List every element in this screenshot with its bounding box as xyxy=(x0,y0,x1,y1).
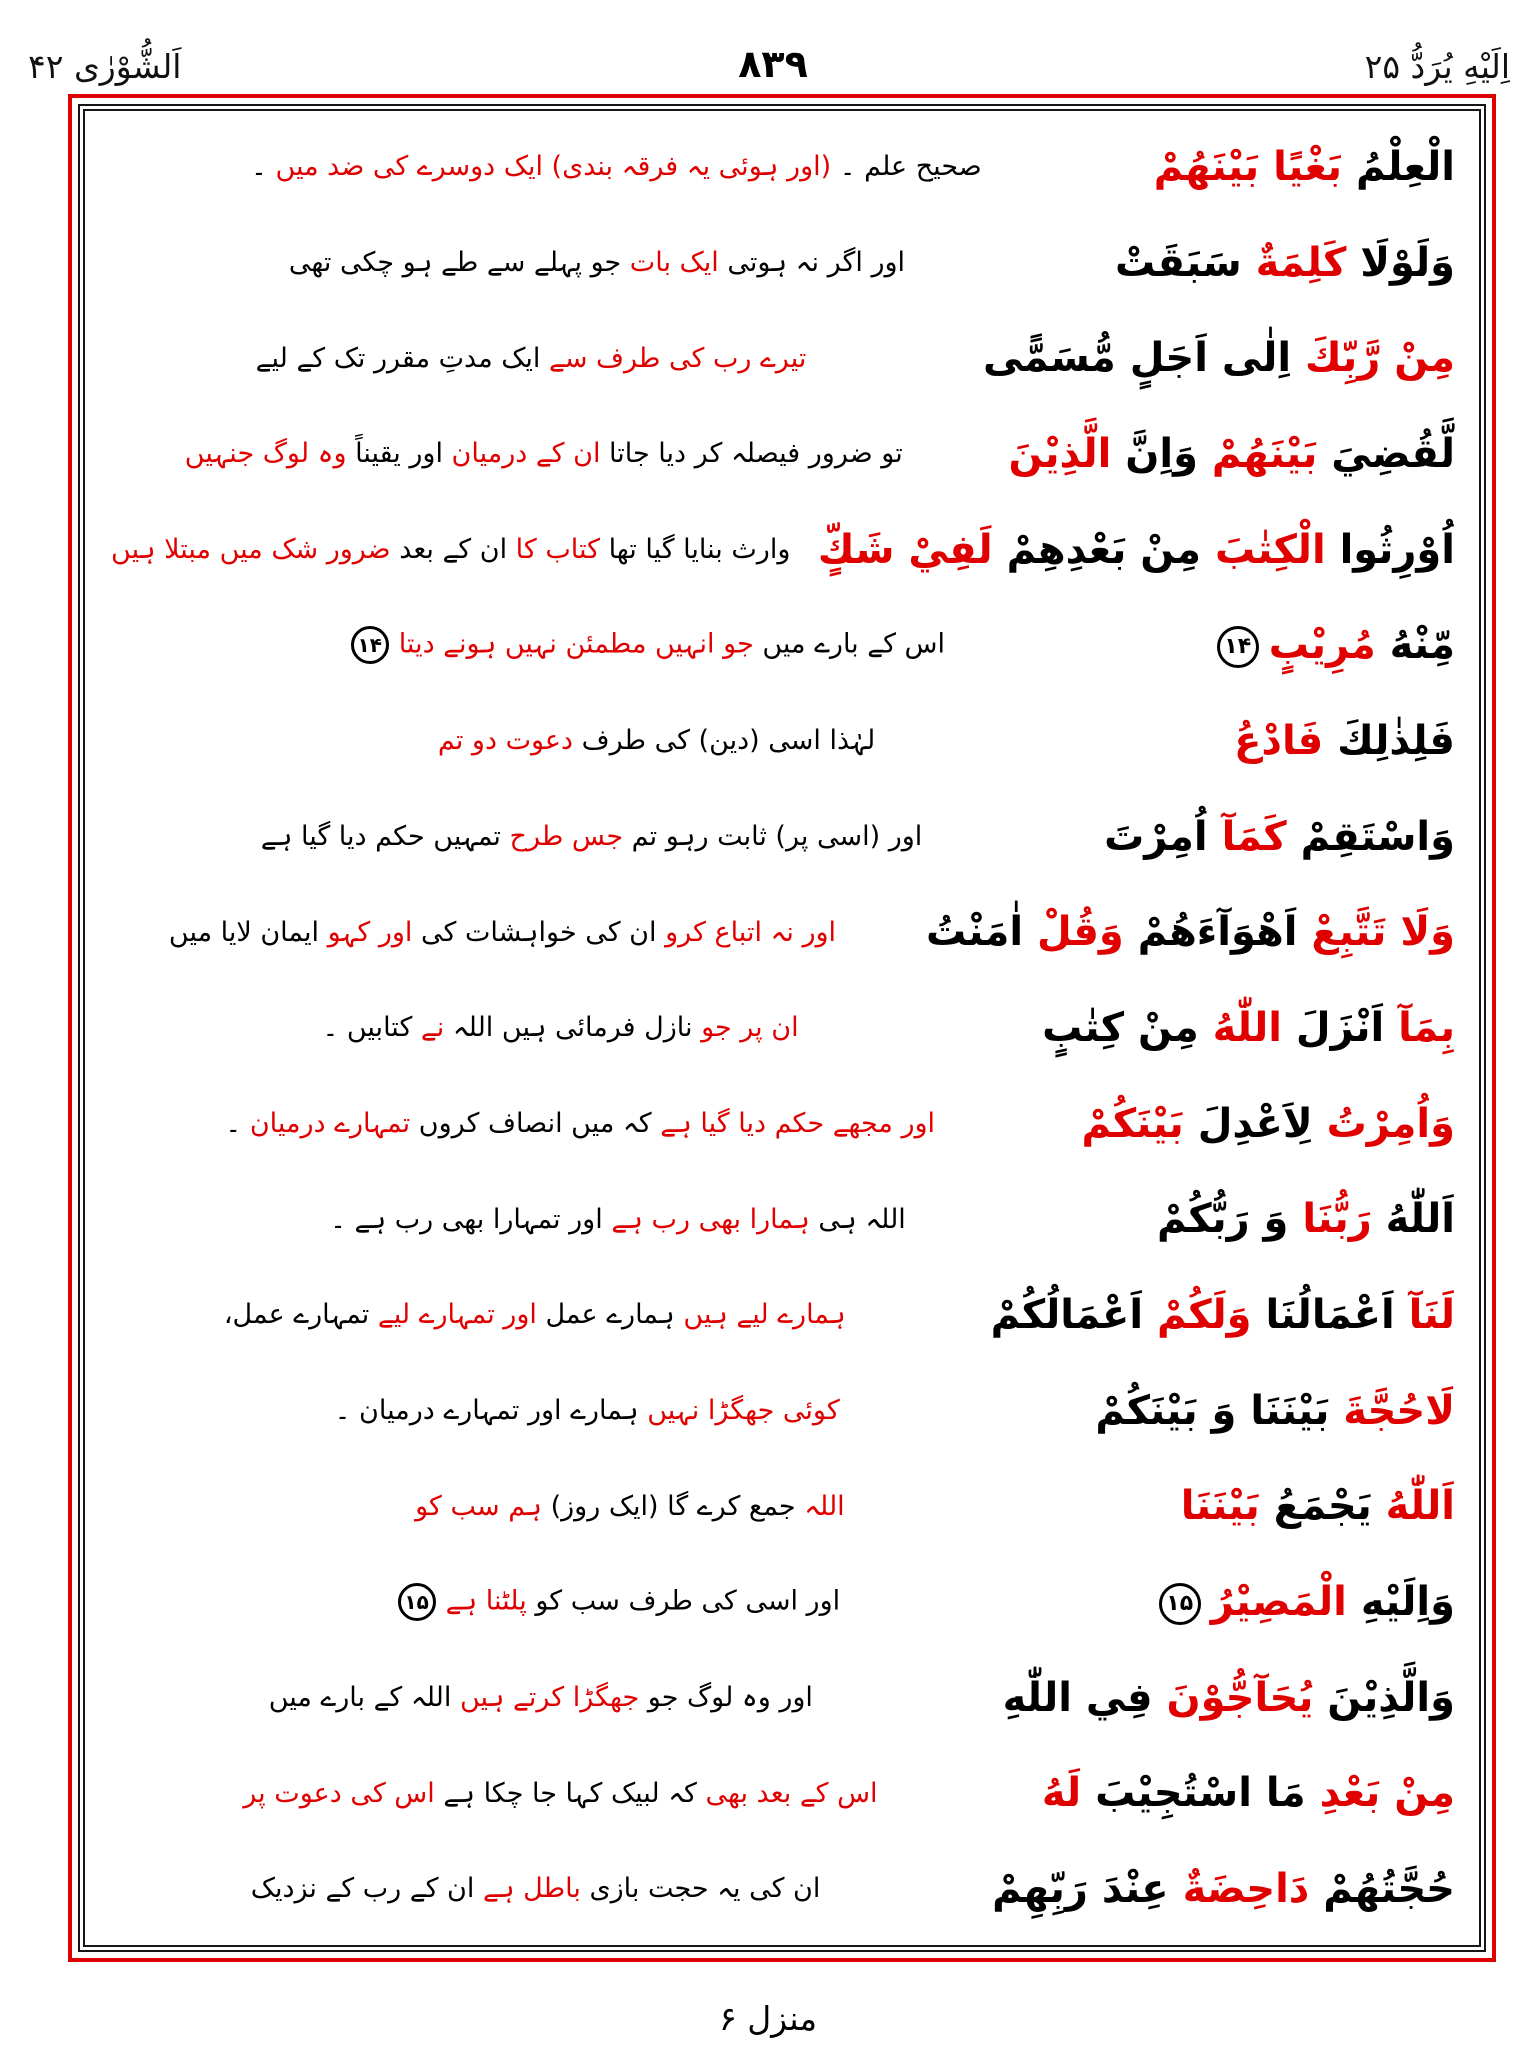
highlighted-text-segment: جس طرح xyxy=(500,820,624,852)
highlighted-text-segment: وَقُلْ xyxy=(1023,909,1124,956)
urdu-translation-text xyxy=(109,1583,1149,1621)
verse-row xyxy=(109,1099,1455,1149)
text-segment: وَلَوْلَا xyxy=(1346,239,1455,286)
highlighted-text-segment: لَنَآ xyxy=(1394,1291,1455,1338)
urdu-translation-text xyxy=(109,1106,1081,1141)
urdu-translation-text xyxy=(109,532,822,567)
highlighted-text-segment: وہ لوگ جنہیں xyxy=(184,438,347,470)
text-segment: ہمارے عمل xyxy=(536,1299,675,1331)
urdu-translation-text xyxy=(109,245,1115,280)
text-segment: اُوْرِثُوا xyxy=(1325,526,1455,573)
highlighted-text-segment: مِنْ بَعْدِ xyxy=(1305,1770,1455,1817)
urdu-translation-text xyxy=(109,1393,1095,1428)
urdu-translation-text xyxy=(109,819,1104,854)
highlighted-text-segment: مُرِيْبٍ xyxy=(1268,622,1376,669)
text-segment: وَ رَبُّكُمْ xyxy=(1156,1196,1289,1243)
highlighted-text-segment: الَّذِيْنَ xyxy=(1008,430,1112,477)
urdu-translation-text xyxy=(109,915,926,950)
highlighted-text-segment: مِنْ رَّبِّكَ xyxy=(1291,335,1455,382)
text-segment: مِنْ بَعْدِهِمْ xyxy=(992,526,1202,573)
highlighted-text-segment: پلٹنا ہے xyxy=(445,1585,527,1617)
text-segment: مِنْ كِتٰبٍ xyxy=(1042,1004,1199,1051)
text-segment: مِّنْهُ xyxy=(1375,622,1455,669)
text-segment: لِاَعْدِلَ xyxy=(1183,1100,1313,1147)
highlighted-text-segment: اَللّٰهُ xyxy=(1371,1483,1455,1530)
text-segment: يَجْمَعُ xyxy=(1259,1483,1372,1530)
urdu-translation-text xyxy=(109,1297,991,1332)
highlighted-text-segment: الْمَصِيْرُ xyxy=(1210,1578,1347,1625)
arabic-verse-text xyxy=(1042,1003,1455,1053)
highlighted-text-segment: فَادْعُ xyxy=(1234,717,1324,764)
highlighted-text-segment: اس کے بعد بھی xyxy=(696,1777,878,1809)
arabic-verse-text xyxy=(1042,1768,1455,1818)
highlighted-text-segment: ایک بات xyxy=(621,246,719,278)
highlighted-text-segment: دعوت دو تم xyxy=(437,725,574,757)
highlighted-text-segment: بَيْنَهُمْ xyxy=(1198,430,1318,477)
text-segment: سَبَقَتْ xyxy=(1114,239,1242,286)
highlighted-text-segment: رَبُّنَا xyxy=(1288,1196,1372,1243)
text-segment: اَنْزَلَ xyxy=(1281,1004,1385,1051)
urdu-translation-text xyxy=(109,723,1234,758)
verse-row xyxy=(109,238,1455,288)
text-segment: اَهْوَآءَهُمْ xyxy=(1123,909,1298,956)
verse-number-badge: ۱۴ xyxy=(351,626,389,664)
arabic-verse-text xyxy=(991,1290,1455,1340)
highlighted-text-segment: جھگڑا کرتے ہیں xyxy=(451,1682,640,1714)
highlighted-text-segment: يُحَآجُّوْنَ xyxy=(1152,1674,1314,1721)
verse-row xyxy=(109,1194,1455,1244)
text-segment: ان کی یہ حجت بازی xyxy=(580,1873,821,1905)
highlighted-text-segment: كَمَآ xyxy=(1207,813,1287,860)
highlighted-text-segment: اور نہ اتباع کرو xyxy=(656,916,837,948)
highlighted-text-segment: لَفِيْ شَكٍّ xyxy=(817,526,993,573)
text-segment: ۔ xyxy=(251,151,276,183)
text-segment: الْعِلْمُ xyxy=(1342,143,1455,190)
text-segment: ۔ xyxy=(225,1108,250,1139)
arabic-verse-text xyxy=(1181,1481,1455,1531)
urdu-translation-text xyxy=(109,436,1009,471)
arabic-verse-text xyxy=(1234,716,1455,766)
arabic-verse-text xyxy=(1003,1673,1455,1723)
manzil-label: منزل ۶ xyxy=(718,1999,818,2038)
text-segment: ان کے رب کے نزدیک xyxy=(250,1873,475,1905)
page-number: ۸۳۹ xyxy=(738,42,808,86)
text-segment: نازل فرمائی ہیں اللہ xyxy=(444,1012,693,1044)
text-segment: وَالَّذِيْنَ xyxy=(1313,1674,1455,1721)
verse-row xyxy=(109,907,1455,957)
highlighted-text-segment: تمہارے درمیان xyxy=(249,1108,411,1139)
verse-row xyxy=(109,1386,1455,1436)
highlighted-text-segment: ہمارے لیے ہیں xyxy=(674,1299,846,1331)
highlighted-text-segment: اور مجھے حکم دیا گیا ہے xyxy=(651,1108,936,1139)
text-segment: کہ میں انصاف کروں xyxy=(410,1108,652,1139)
text-segment: تمہارے عمل، xyxy=(223,1299,370,1331)
page-header xyxy=(28,14,1510,86)
urdu-translation-text xyxy=(109,1680,1003,1715)
text-segment: اور اسی کی طرف سب کو xyxy=(526,1585,841,1617)
verse-row xyxy=(109,1481,1455,1531)
text-segment: ان کی خواہشات کی xyxy=(412,916,657,948)
highlighted-text-segment: کوئی جھگڑا نہیں xyxy=(638,1395,840,1427)
highlighted-text-segment: جو انہیں مطمئن نہیں ہونے دیتا xyxy=(398,628,754,660)
highlighted-text-segment: نے xyxy=(412,1012,445,1044)
urdu-translation-text xyxy=(109,149,1154,184)
text-segment: اَعْمَالُنَا xyxy=(1251,1291,1395,1338)
text-segment: اس کے بارے میں xyxy=(753,628,945,660)
verse-row xyxy=(109,1290,1455,1340)
surah-name-label: اَلشُّوْرٰی ۴۲ xyxy=(28,47,182,86)
highlighted-text-segment: بَيْنَكُمْ xyxy=(1081,1100,1184,1147)
verse-row xyxy=(109,620,1455,670)
verse-row xyxy=(109,1673,1455,1723)
urdu-translation-text xyxy=(109,1010,1042,1045)
arabic-verse-text xyxy=(817,525,1455,575)
text-segment: ایک مدتِ مقرر تک کے لیے xyxy=(255,342,541,374)
arabic-verse-text xyxy=(926,907,1455,957)
highlighted-text-segment: كَلِمَةٌ xyxy=(1241,239,1347,286)
highlighted-text-segment: ان پر جو xyxy=(692,1012,799,1044)
highlighted-text-segment: ان کے درمیان xyxy=(442,438,601,470)
urdu-translation-text xyxy=(109,626,1207,664)
text-segment: وَاِنَّ xyxy=(1111,430,1198,477)
highlighted-text-segment: الْكِتٰبَ xyxy=(1201,526,1326,573)
text-segment: عِنْدَ رَبِّهِمْ xyxy=(992,1865,1169,1912)
highlighted-text-segment: بَغْيًا بَيْنَهُمْ xyxy=(1153,143,1343,190)
text-segment: ان کے بعد xyxy=(390,533,508,565)
highlighted-text-segment: دَاحِضَةٌ xyxy=(1168,1865,1310,1912)
inner-border xyxy=(78,104,1486,1952)
verse-row xyxy=(109,333,1455,383)
verse-number-badge: ۱۴ xyxy=(1217,626,1259,668)
arabic-verse-text xyxy=(1115,238,1455,288)
highlighted-text-segment: وَاُمِرْتُ xyxy=(1312,1100,1455,1147)
text-segment: اَللّٰهُ xyxy=(1371,1196,1455,1243)
arabic-verse-text xyxy=(1207,620,1455,670)
verse-row xyxy=(109,429,1455,479)
text-segment: ایمان لایا میں xyxy=(168,916,320,948)
verse-number-badge: ۱۵ xyxy=(398,1583,436,1621)
text-segment: جو پہلے سے طے ہو چکی تھی xyxy=(288,246,622,278)
text-segment: وَاسْتَقِمْ xyxy=(1286,813,1455,860)
arabic-verse-text xyxy=(983,333,1455,383)
text-segment: تمہیں حکم دیا گیا ہے xyxy=(260,820,501,852)
text-segment: اور اگر نہ ہوتی xyxy=(718,246,906,278)
highlighted-text-segment: بَيْنَنَا xyxy=(1180,1483,1260,1530)
text-segment: اَعْمَالُكُمْ xyxy=(990,1291,1144,1338)
verses-list xyxy=(109,119,1455,1937)
verse-number-badge: ۱۵ xyxy=(1159,1583,1201,1625)
text-segment: اور وہ لوگ جو xyxy=(639,1682,813,1714)
verse-row xyxy=(109,1577,1455,1627)
text-segment: ہمارے اور تمہارے درمیان ۔ xyxy=(334,1395,639,1427)
text-segment: مَا اسْتُجِيْبَ xyxy=(1081,1770,1306,1817)
highlighted-text-segment: ہمارا بھی رب ہے xyxy=(602,1203,810,1235)
verse-row xyxy=(109,142,1455,192)
text-segment: کتابیں ۔ xyxy=(322,1012,413,1044)
verse-row xyxy=(109,525,1455,575)
text-segment: اور یقیناً xyxy=(346,438,443,470)
highlighted-text-segment: وَلَا تَتَّبِعْ xyxy=(1297,909,1455,956)
text-segment: لہٰذا اسی (دین) کی طرف xyxy=(573,725,876,757)
urdu-translation-text xyxy=(109,1871,992,1906)
highlighted-text-segment: اللہ xyxy=(795,1490,845,1522)
highlighted-text-segment: وَلَكُمْ xyxy=(1143,1291,1252,1338)
text-segment: حُجَّتُهُمْ xyxy=(1309,1865,1455,1912)
highlighted-text-segment: ضرور شک میں مبتلا ہیں xyxy=(111,533,391,565)
highlighted-text-segment: اس کی دعوت پر xyxy=(243,1777,435,1809)
page-border-frame xyxy=(68,94,1496,1962)
text-segment: فَلِذٰلِكَ xyxy=(1323,717,1455,764)
text-segment: فِي اللّٰهِ xyxy=(1002,1674,1153,1721)
text-segment: اُمِرْتَ xyxy=(1104,813,1208,860)
urdu-translation-text xyxy=(109,1489,1181,1524)
urdu-translation-text xyxy=(109,341,983,376)
arabic-verse-text xyxy=(1095,1386,1455,1436)
text-segment: اللہ ہی xyxy=(809,1203,906,1235)
urdu-translation-text xyxy=(109,1202,1157,1237)
juz-name-label: اِلَیْهِ یُرَدُّ ۲۵ xyxy=(1364,47,1510,86)
verse-row xyxy=(109,1864,1455,1914)
arabic-verse-text xyxy=(1081,1099,1455,1149)
text-segment: وارث بنایا گیا تھا xyxy=(599,533,791,565)
text-segment: اور تمہارا بھی رب ہے ۔ xyxy=(330,1203,603,1235)
text-segment: کہ لبیک کہا جا چکا ہے xyxy=(434,1777,697,1809)
text-segment: لَّقُضِيَ xyxy=(1317,430,1455,477)
text-segment: اِلٰى اَجَلٍ مُّسَمًّى xyxy=(983,335,1292,382)
verse-row xyxy=(109,1768,1455,1818)
arabic-verse-text xyxy=(992,1864,1455,1914)
text-segment: بَيْنَنَا وَ بَيْنَكُمْ xyxy=(1095,1387,1330,1434)
text-segment: وَاِلَيْهِ xyxy=(1346,1578,1455,1625)
arabic-verse-text xyxy=(1154,142,1455,192)
verse-row xyxy=(109,1003,1455,1053)
highlighted-text-segment: لَهُ xyxy=(1041,1770,1082,1817)
highlighted-text-segment: اور تمہارے لیے xyxy=(369,1299,537,1331)
verse-row xyxy=(109,812,1455,862)
highlighted-text-segment: (اور ہوئی یہ فرقہ بندی) ایک دوسرے کی ضد میں xyxy=(275,151,832,183)
verse-row xyxy=(109,716,1455,766)
highlighted-text-segment: لَاحُجَّةَ xyxy=(1329,1387,1455,1434)
text-segment: اللہ کے بارے میں xyxy=(268,1682,452,1714)
highlighted-text-segment: بِمَآ xyxy=(1384,1004,1455,1051)
arabic-verse-text xyxy=(1104,812,1455,862)
arabic-verse-text xyxy=(1009,429,1456,479)
arabic-verse-text xyxy=(1157,1194,1455,1244)
text-segment: اور (اسی پر) ثابت رہو تم xyxy=(623,820,923,852)
text-segment: اٰمَنْتُ xyxy=(925,909,1024,956)
highlighted-text-segment: ہم سب کو xyxy=(415,1490,542,1522)
arabic-verse-text xyxy=(1149,1577,1455,1627)
highlighted-text-segment: اللّٰهُ xyxy=(1198,1004,1282,1051)
highlighted-text-segment: باطل ہے xyxy=(474,1873,581,1905)
urdu-translation-text xyxy=(109,1776,1042,1811)
text-segment: تو ضرور فیصلہ کر دیا جاتا xyxy=(600,438,903,470)
text-segment: جمع کرے گا (ایک روز) xyxy=(542,1490,796,1522)
highlighted-text-segment: کتاب کا xyxy=(507,533,600,565)
text-segment: صحیح علم ۔ xyxy=(831,151,982,183)
highlighted-text-segment: اور کہو xyxy=(319,916,413,948)
highlighted-text-segment: تیرے رب کی طرف سے xyxy=(540,342,807,374)
